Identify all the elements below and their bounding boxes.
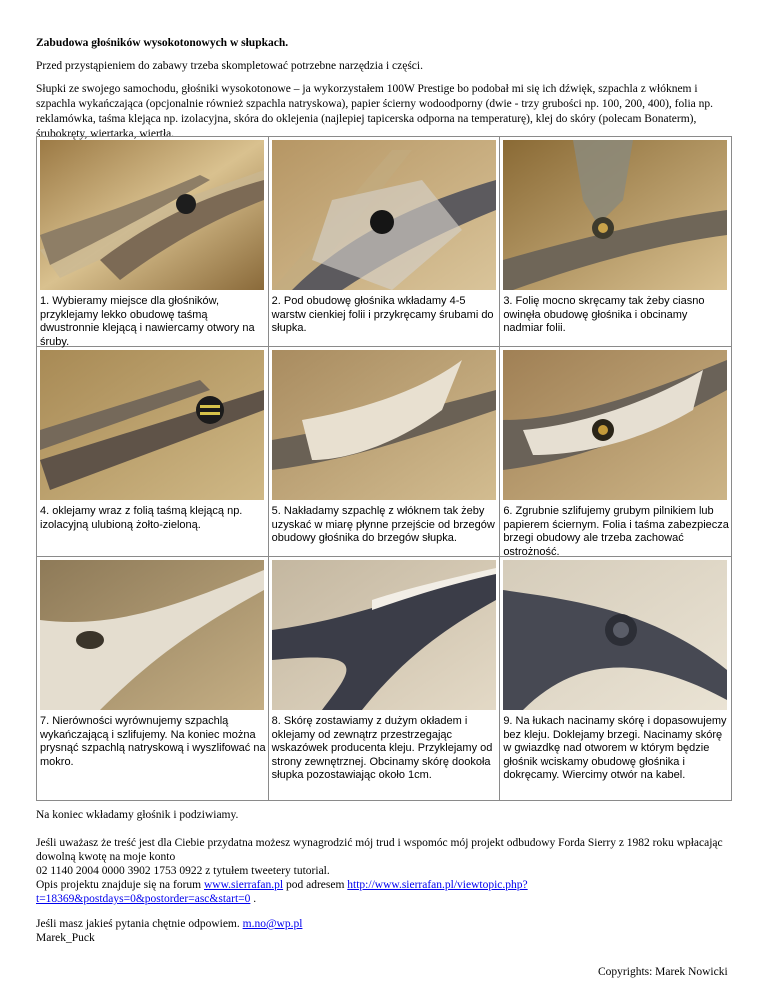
step-cell-1 <box>37 137 269 347</box>
step-2-caption: 2. Pod obudowę głośnika wkładamy 4-5 warstw cienkiej folii i przykręcamy śrubami do słupka. <box>271 295 494 334</box>
topic-link[interactable]: http://www.sierrafan.pl/viewtopic.php?t=18369&postdays=0&postorder=asc&start=0 <box>36 879 528 905</box>
support-line-3-mid: pod adresem <box>283 879 348 891</box>
forum-link[interactable]: www.sierrafan.pl <box>204 879 284 891</box>
step-9-caption: 9. Na łukach nacinamy skórę i dopasowujemy bez kleju. Doklejamy brzegi. Nacinamy skórę w gwiazdkę nad otworem w którym będzie głośnik wciskamy obudowę głośnika i dokręcamy. Wiercimy otwór na kabel. <box>503 715 727 781</box>
step-6-caption: 6. Zgrubnie szlifujemy grubym pilnikiem lub papierem ściernym. Folia i taśma zabezpiecza brzegi obudowy ale trzeba zachować ostrożność. <box>503 505 729 558</box>
support-line-1: Jeśli uważasz że treść jest dla Ciebie przydatna możesz wynagrodzić mój trud i wspomóc mój projekt odbudowy Forda Sierry z 1982 roku wpłacając dowolną kwotę na moje konto <box>36 837 723 863</box>
support-line-2: 02 1140 2004 0000 3902 1753 0922 z tytułem tweetery tutorial. <box>36 865 330 877</box>
step-3-caption: 3. Folię mocno skręcamy tak żeby ciasno owinęła obudowę głośnika i obcinamy nadmiar folii. <box>503 295 705 334</box>
step-7-caption: 7. Nierówności wyrównujemy szpachlą wykańczającą i szlifujemy. Na koniec można prysnąć szpachlą natryskową i wyszlifować na mokro. <box>40 715 266 768</box>
step-cell-5 <box>268 347 500 557</box>
step-7-photo <box>40 560 265 710</box>
document-title: Zabudowa głośników wysokotonowych w słupkach. <box>36 37 289 49</box>
step-1-photo <box>40 140 265 290</box>
step-cell-4 <box>37 347 269 557</box>
step-cell-6 <box>500 347 732 557</box>
support-line-3 <box>36 878 736 906</box>
step-cell-8 <box>268 557 500 801</box>
support-line-3-prefix: Opis projektu znajduje się na forum <box>36 879 204 891</box>
copyright-text: Copyrights: Marek Nowicki <box>598 966 728 978</box>
step-9-photo <box>503 560 728 710</box>
contact-prefix: Jeśli masz jakieś pytania chętnie odpowiem. <box>36 918 243 930</box>
step-cell-2 <box>268 137 500 347</box>
step-8-photo <box>272 560 497 710</box>
step-cell-7 <box>37 557 269 801</box>
step-4-photo <box>40 350 265 500</box>
step-3-photo <box>503 140 728 290</box>
support-section <box>36 836 736 906</box>
email-link[interactable]: m.no@wp.pl <box>242 918 303 930</box>
step-2-photo <box>272 140 497 290</box>
signature: Marek_Puck <box>36 932 95 944</box>
step-1-caption: 1. Wybieramy miejsce dla głośników, przyklejamy lekko obudowę taśmą dwustronnie klejącą i nawiercamy otwory na śruby. <box>40 295 255 348</box>
steps-table <box>36 136 732 801</box>
step-4-caption: 4. oklejamy wraz z folią taśmą klejącą np. izolacyjną ulubioną żołto-zieloną. <box>40 505 243 531</box>
closing-line: Na koniec wkładamy głośnik i podziwiamy. <box>36 809 239 821</box>
step-8-caption: 8. Skórę zostawiamy z dużym okładem i oklejamy od zewnątrz przestrzegając wskazówek producenta kleju. Przyklejamy od strony zewnętrznej. Obcinamy skórę dookoła słupka pozostawiając około 1cm. <box>271 715 493 781</box>
support-line-3-end: . <box>250 893 257 905</box>
step-cell-9 <box>500 557 732 801</box>
materials-paragraph: Słupki ze swojego samochodu, głośniki wysokotonowe – ja wykorzystałem 100W Prestige bo podobał mi się ich dźwięk, szpachla z włóknem i szpachla wykańczająca (opcjonalnie również szpachla natryskowa), papier ścierny wodoodporny (dwie - trzy grubości np. 100, 200, 400), folia np. reklamówka, taśma klejąca np. izolacyjna, skóra do oklejenia (najlepiej tapicerska odporna na temperaturę), klej do skóry (polecam Bonaterm), śrubokręty, wiertarka, wiertła. <box>36 83 713 140</box>
contact-line <box>36 917 302 931</box>
step-6-photo <box>503 350 728 500</box>
contact-section <box>36 917 302 945</box>
intro-text: Przed przystąpieniem do zabawy trzeba skompletować potrzebne narzędzia i części. <box>36 60 423 72</box>
step-5-caption: 5. Nakładamy szpachlę z włóknem tak żeby uzyskać w miarę płynne przejście od brzegów obudowy głośnika do brzegów słupka. <box>271 505 495 544</box>
step-5-photo <box>272 350 497 500</box>
step-cell-3 <box>500 137 732 347</box>
